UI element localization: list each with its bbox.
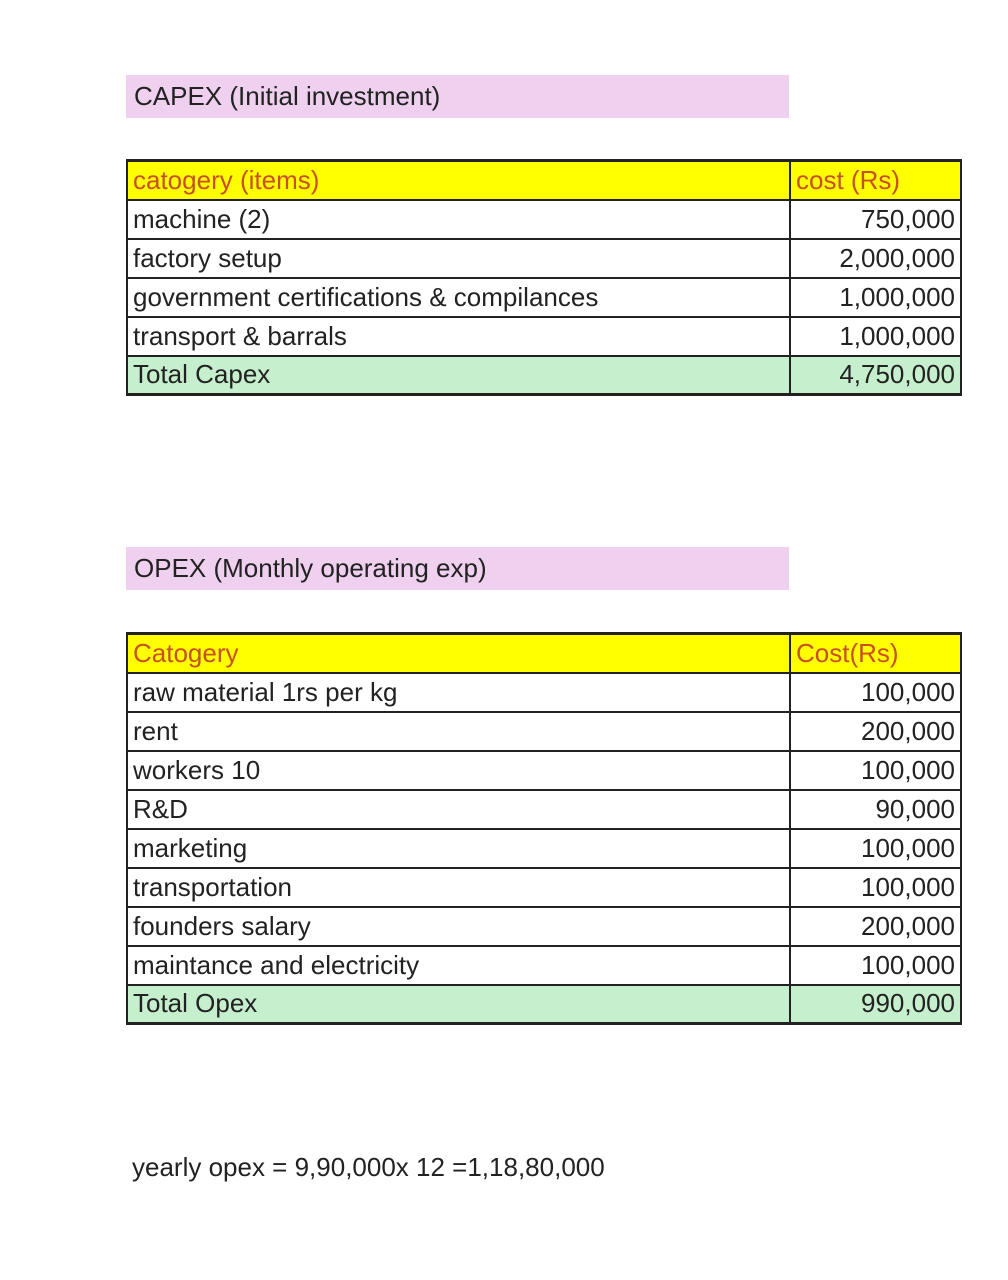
capex-title-text: CAPEX (Initial investment) bbox=[134, 81, 441, 111]
capex-row-cost: 750,000 bbox=[790, 200, 961, 239]
yearly-opex-note: yearly opex = 9,90,000x 12 =1,18,80,000 bbox=[132, 1152, 605, 1182]
capex-total-label: Total Capex bbox=[127, 356, 790, 395]
opex-row-cost: 100,000 bbox=[790, 868, 961, 907]
opex-title-text: OPEX (Monthly operating exp) bbox=[134, 553, 487, 583]
table-row bbox=[127, 239, 961, 278]
capex-header-category: catogery (items) bbox=[127, 161, 790, 200]
capex-row-cost: 1,000,000 bbox=[790, 317, 961, 356]
opex-total-value: 990,000 bbox=[790, 985, 961, 1024]
capex-row-cost: 1,000,000 bbox=[790, 278, 961, 317]
opex-row-cost: 90,000 bbox=[790, 790, 961, 829]
capex-total-row bbox=[127, 356, 961, 395]
opex-row-category: R&D bbox=[127, 790, 790, 829]
opex-row-category: rent bbox=[127, 712, 790, 751]
table-row bbox=[127, 200, 961, 239]
table-row bbox=[127, 278, 961, 317]
opex-row-category: workers 10 bbox=[127, 751, 790, 790]
table-row bbox=[127, 907, 961, 946]
table-row bbox=[127, 829, 961, 868]
capex-row-category: machine (2) bbox=[127, 200, 790, 239]
capex-row-cost: 2,000,000 bbox=[790, 239, 961, 278]
table-row bbox=[127, 317, 961, 356]
opex-row-cost: 100,000 bbox=[790, 751, 961, 790]
opex-row-cost: 100,000 bbox=[790, 946, 961, 985]
opex-row-category: founders salary bbox=[127, 907, 790, 946]
capex-header-cost: cost (Rs) bbox=[790, 161, 961, 200]
table-row bbox=[127, 868, 961, 907]
opex-total-row bbox=[127, 985, 961, 1024]
opex-row-cost: 200,000 bbox=[790, 712, 961, 751]
table-row bbox=[127, 751, 961, 790]
opex-row-category: marketing bbox=[127, 829, 790, 868]
opex-table bbox=[126, 632, 962, 1025]
opex-row-category: transportation bbox=[127, 868, 790, 907]
opex-total-label: Total Opex bbox=[127, 985, 790, 1024]
capex-row-category: government certifications & compilances bbox=[127, 278, 790, 317]
table-row bbox=[127, 946, 961, 985]
opex-row-cost: 100,000 bbox=[790, 673, 961, 712]
capex-total-value: 4,750,000 bbox=[790, 356, 961, 395]
opex-row-cost: 100,000 bbox=[790, 829, 961, 868]
opex-header-cost: Cost(Rs) bbox=[790, 634, 961, 673]
capex-row-category: factory setup bbox=[127, 239, 790, 278]
table-row bbox=[127, 790, 961, 829]
capex-header-row bbox=[127, 161, 961, 200]
opex-title bbox=[126, 547, 789, 590]
opex-row-cost: 200,000 bbox=[790, 907, 961, 946]
opex-row-category: maintance and electricity bbox=[127, 946, 790, 985]
opex-header-category: Catogery bbox=[127, 634, 790, 673]
table-row bbox=[127, 673, 961, 712]
capex-title bbox=[126, 75, 789, 118]
opex-header-row bbox=[127, 634, 961, 673]
capex-row-category: transport & barrals bbox=[127, 317, 790, 356]
table-row bbox=[127, 712, 961, 751]
opex-row-category: raw material 1rs per kg bbox=[127, 673, 790, 712]
capex-table bbox=[126, 159, 962, 396]
